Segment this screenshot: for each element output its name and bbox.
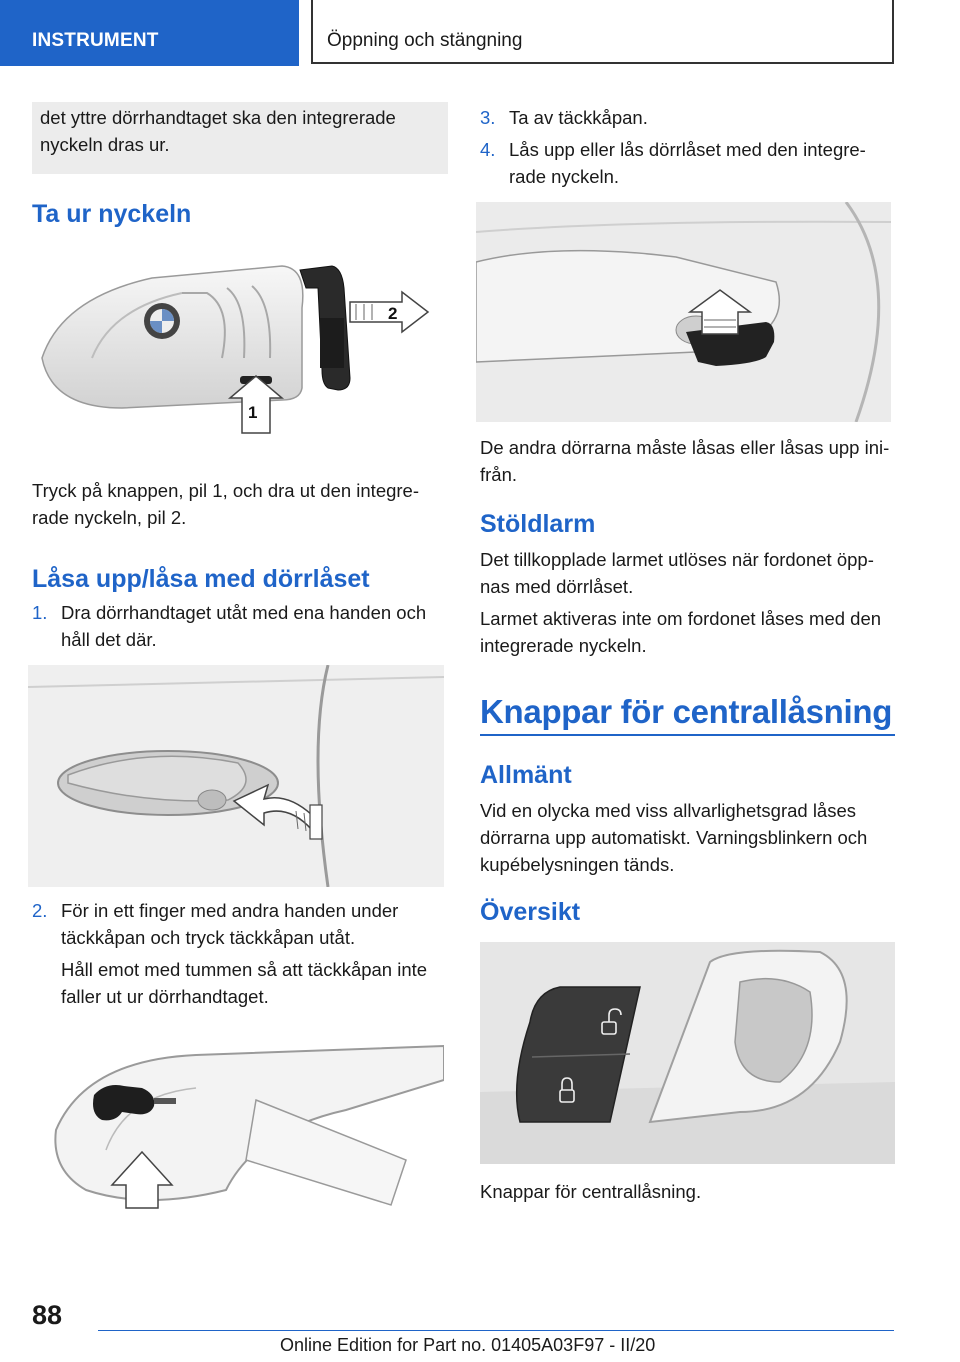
key-fob-figure <box>32 248 448 448</box>
footer-rule <box>98 1330 894 1331</box>
heading-remove-key: Ta ur nyckeln <box>32 200 192 228</box>
header-section-label: INSTRUMENT <box>32 30 159 51</box>
remove-key-line-1: Tryck på knappen, pil 1, och dra ut den integre- <box>32 480 420 501</box>
figure-caption: Knappar för centrallåsning. <box>480 1181 702 1202</box>
step-3-number: 3. <box>480 107 496 128</box>
step-4-number: 4. <box>480 139 496 160</box>
step-2-line-4: faller ut ur dörrhandtaget. <box>61 986 269 1007</box>
step-1-line-1: Dra dörrhandtaget utåt med ena handen och <box>61 602 427 623</box>
cover-cap-figure <box>46 1040 444 1210</box>
door-handle-figure <box>28 665 444 887</box>
step-2-line-3: Håll emot med tummen så att täckkåpan inte <box>61 959 428 980</box>
header-chapter-box <box>311 0 894 64</box>
alarm-line-2: nas med dörrlåset. <box>480 576 634 597</box>
arrow-1-label: 1 <box>248 403 258 422</box>
step-1-number: 1. <box>32 602 48 623</box>
step-3-text: Ta av täckkåpan. <box>509 107 648 128</box>
other-doors-line-2: från. <box>480 464 518 485</box>
step-4-line-2: rade nyckeln. <box>509 166 620 187</box>
arrow-2-label: 2 <box>388 304 398 323</box>
note-line-2: nyckeln dras ur. <box>40 134 170 155</box>
alarm2-line-1: Larmet aktiveras inte om fordonet låses med den <box>480 608 882 629</box>
step-4-line-1: Lås upp eller lås dörrlåset med den integre- <box>509 139 866 160</box>
alarm2-line-2: integrerade nyckeln. <box>480 635 647 656</box>
key-in-lock-figure <box>476 202 891 422</box>
heading-general: Allmänt <box>480 761 572 789</box>
heading-lock-door: Låsa upp/låsa med dörrlåset <box>32 565 370 593</box>
note-line-1: det yttre dörrhandtaget ska den integrerade <box>40 107 396 128</box>
step-2-number: 2. <box>32 900 48 921</box>
general-line-1: Vid en olycka med viss allvarlighetsgrad låses <box>480 800 857 821</box>
remove-key-line-2: rade nyckeln, pil 2. <box>32 507 187 528</box>
page-number: 88 <box>32 1300 63 1330</box>
general-line-3: kupébelysningen tänds. <box>480 854 675 875</box>
heading-overview: Översikt <box>480 898 581 926</box>
general-line-2: dörrarna upp automatiskt. Varningsblinkern och <box>480 827 868 848</box>
step-2-line-1: För in ett finger med andra handen under <box>61 900 399 921</box>
header-chapter-label: Öppning och stängning <box>327 30 523 51</box>
other-doors-line-1: De andra dörrarna måste låsas eller låsas upp ini- <box>480 437 890 458</box>
step-1-line-2: håll det där. <box>61 629 157 650</box>
header-section-tab <box>0 0 299 66</box>
central-lock-buttons-figure <box>480 942 895 1164</box>
footer-edition: Online Edition for Part no. 01405A03F97 - II/20 <box>280 1335 656 1355</box>
heading-central-lock-buttons: Knappar för centrallåsning <box>480 693 893 730</box>
step-2-line-2: täckkåpan och tryck täckkåpan utåt. <box>61 927 356 948</box>
heading-underline <box>480 734 895 736</box>
heading-theft-alarm: Stöldlarm <box>480 510 596 538</box>
alarm-line-1: Det tillkopplade larmet utlöses när fordonet öpp- <box>480 549 874 570</box>
